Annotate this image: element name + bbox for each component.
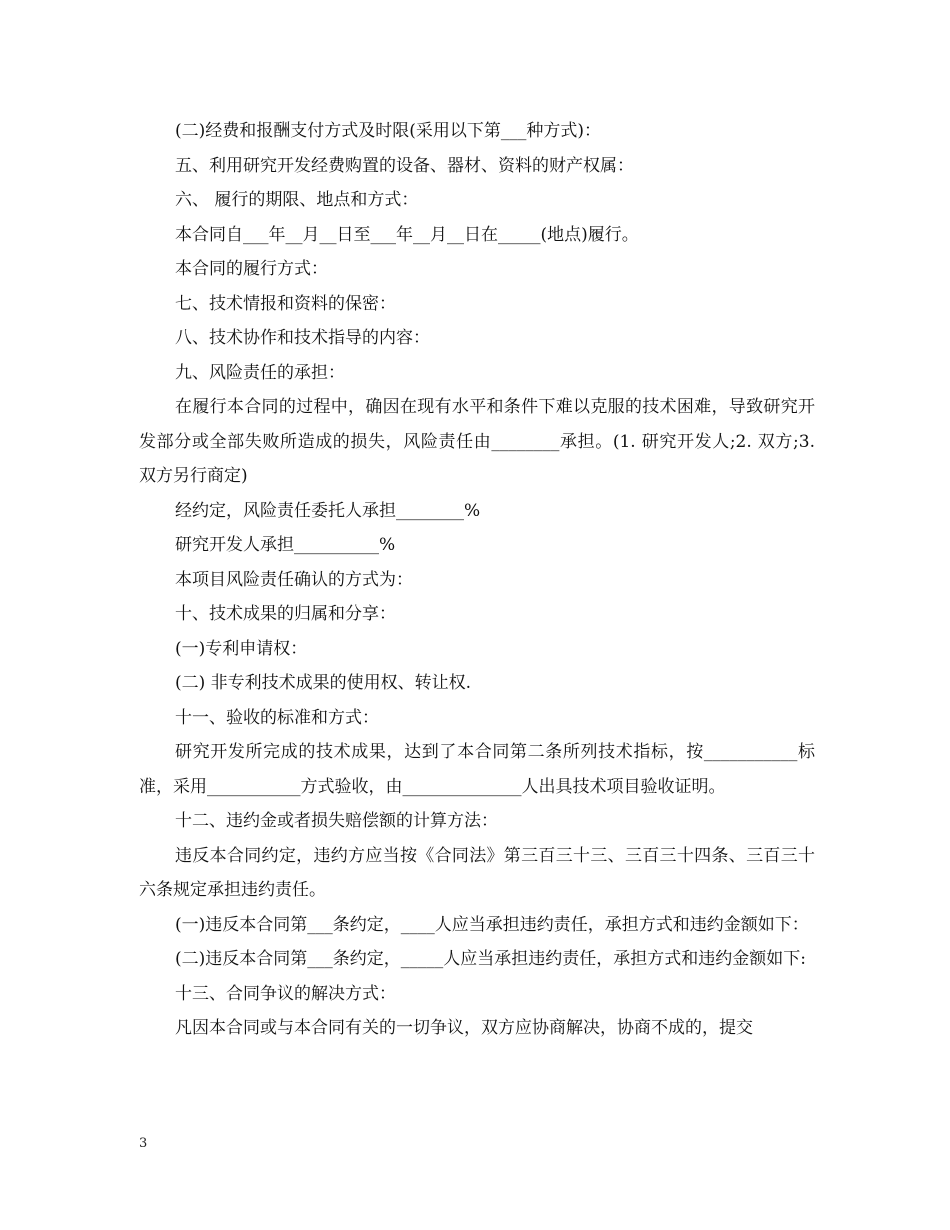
paragraph: (二)违反本合同第___条约定，_____人应当承担违约责任，承担方式和违约金额如下:: [175, 949, 806, 969]
paragraph: 本项目风险责任确认的方式为：: [175, 569, 413, 590]
paragraph: 八、技术协作和技术指导的内容：: [175, 328, 430, 348]
paragraph: (一)违反本合同第___条约定，____人应当承担违约责任，承担方式和违约金额如下：: [175, 914, 809, 935]
page-number: 3: [139, 1136, 148, 1151]
paragraph: 违反本合同约定，违约方应当按《合同法》第三百三十三、三百三十四条、三百三十六条规定承担违约责任。: [139, 845, 815, 900]
paragraph: 五、利用研究开发经费购置的设备、器材、资料的财产权属：: [175, 155, 634, 176]
paragraph: (一)专利申请权：: [175, 638, 308, 659]
paragraph: 七、技术情报和资料的保密：: [175, 293, 396, 314]
paragraph: 九、风险责任的承担：: [175, 362, 345, 383]
paragraph: 十一、验收的标准和方式：: [175, 707, 379, 728]
paragraph: 经约定，风险责任委托人承担________%: [175, 500, 481, 521]
paragraph: 研究开发所完成的技术成果，达到了本合同第二条所列技术指标，按___________标准，采用___________方式验收，由______________人出具技术项目验收证明。: [139, 742, 815, 797]
paragraph: 研究开发人承担__________%: [175, 535, 396, 555]
paragraph: 十、技术成果的归属和分享：: [175, 604, 396, 624]
paragraph: (二) 非专利技术成果的使用权、转让权.: [175, 673, 472, 693]
paragraph: 六、 履行的期限、地点和方式：: [175, 190, 419, 210]
paragraph: (二)经费和报酬支付方式及时限(采用以下第___种方式)：: [175, 121, 602, 141]
paragraph: 在履行本合同的过程中，确因在现有水平和条件下难以克服的技术困难，导致研究开发部分或全部失败所造成的损失，风险责任由________承担。(1. 研究开发人;2. 双方;3. 双方另行商定): [139, 397, 815, 486]
document-body: [139, 114, 815, 1046]
paragraph: 十二、违约金或者损失赔偿额的计算方法：: [175, 811, 498, 831]
paragraph: 本合同自___年__月__日至___年__月__日在_____(地点)履行。: [175, 224, 639, 245]
paragraph: 十三、合同争议的解决方式：: [175, 983, 396, 1004]
paragraph: 凡因本合同或与本合同有关的一切争议，双方应协商解决，协商不成的，提交: [175, 1018, 753, 1038]
paragraph: 本合同的履行方式：: [175, 259, 328, 279]
